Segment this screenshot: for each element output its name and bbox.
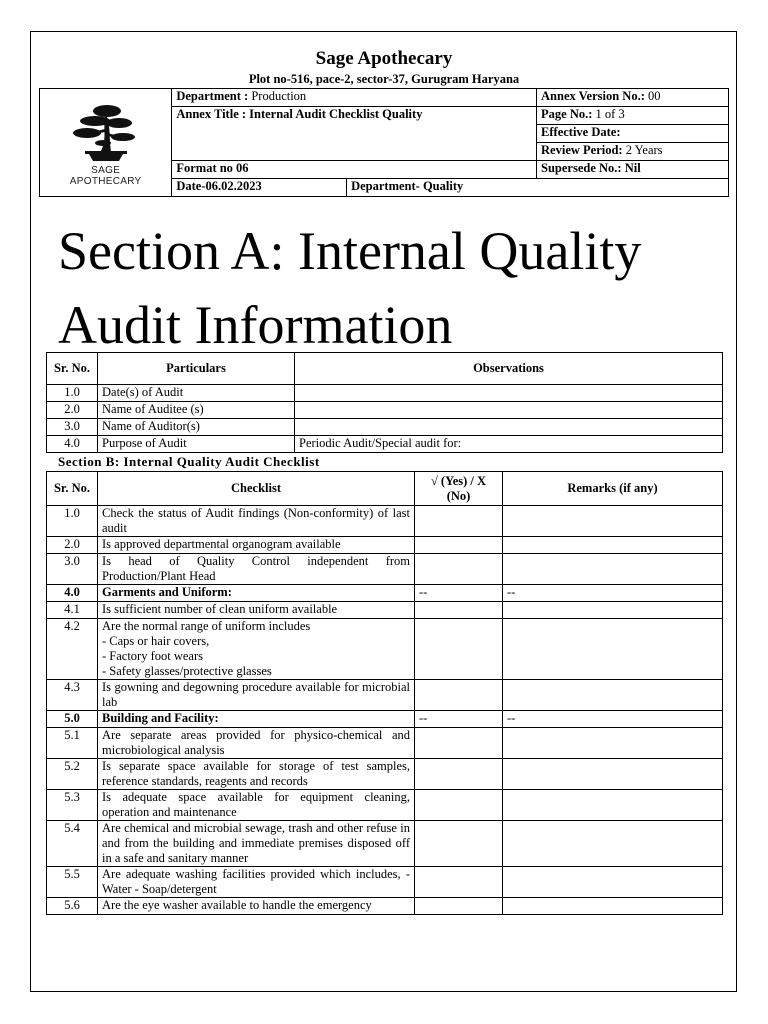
sr-no-cell: 4.1 [47,602,98,619]
document-header-table [39,88,729,197]
table-row [47,385,723,402]
yes-no-cell[interactable] [415,759,503,790]
remarks-cell[interactable] [503,790,723,821]
sr-no-cell: 5.5 [47,867,98,898]
annex-version-value: 00 [648,89,661,103]
remarks-cell[interactable] [503,898,723,915]
checklist-item-cell: Is gowning and degowning procedure available for microbial lab [98,680,415,711]
yes-no-cell[interactable] [415,680,503,711]
remarks-header: Remarks (if any) [503,472,723,506]
logo-text-sage: SAGE [91,164,121,176]
table-row [47,602,723,619]
sr-no-header: Sr. No. [47,353,98,385]
table-row [47,402,723,419]
checklist-item-cell: Is separate space available for storage of test samples, reference standards, reagents and records [98,759,415,790]
sr-no-cell: 4.0 [47,436,98,453]
table-row [47,680,723,711]
remarks-cell[interactable] [503,680,723,711]
sr-no-cell: 5.6 [47,898,98,915]
particular-cell: Purpose of Audit [98,436,295,453]
page-no-label: Page No.: [541,107,593,121]
table-row [47,711,723,728]
table-row [47,537,723,554]
checklist-item-cell: Are separate areas provided for physico-chemical and microbiological analysis [98,728,415,759]
table-row [47,419,723,436]
table-row [47,821,723,867]
table-row [47,436,723,453]
checklist-item-cell: Are the eye washer available to handle the emergency [98,898,415,915]
annex-title: Annex Title : Internal Audit Checklist Quality [176,107,423,121]
yes-no-cell[interactable]: -- [415,585,503,602]
yes-no-cell[interactable]: -- [415,711,503,728]
sr-no-cell: 5.4 [47,821,98,867]
remarks-cell[interactable] [503,867,723,898]
document-date: Date-06.02.2023 [176,179,262,193]
department-value: Production [251,89,307,103]
remarks-cell[interactable] [503,759,723,790]
sr-no-cell: 2.0 [47,537,98,554]
particular-cell: Name of Auditor(s) [98,419,295,436]
table-row [47,867,723,898]
yes-no-cell[interactable] [415,867,503,898]
yes-no-cell[interactable] [415,728,503,759]
remarks-cell[interactable] [503,506,723,537]
remarks-cell[interactable] [503,537,723,554]
yes-no-header: √ (Yes) / X (No) [415,472,503,506]
review-period-value: 2 Years [625,143,663,157]
sr-no-cell: 4.3 [47,680,98,711]
department-quality-cell [347,179,729,197]
section-a-title: Section A: Internal Quality Audit Information [58,221,642,355]
date-cell [172,179,347,197]
observation-cell[interactable] [295,385,723,402]
review-period-label: Review Period: [541,143,623,157]
department-quality: Department- Quality [351,179,464,193]
checklist-item-cell: Check the status of Audit findings (Non-conformity) of last audit [98,506,415,537]
sr-no-cell: 1.0 [47,506,98,537]
page-no-value: 1 of 3 [595,107,625,121]
bonsai-tree-icon [67,99,145,165]
supersede-no: Supersede No.: Nil [541,161,641,175]
sr-no-cell: 3.0 [47,419,98,436]
sr-no-cell: 2.0 [47,402,98,419]
sr-no-cell: 5.2 [47,759,98,790]
checklist-header: Checklist [98,472,415,506]
table-row [47,759,723,790]
logo [40,89,172,197]
yes-no-cell[interactable] [415,506,503,537]
particular-cell: Date(s) of Audit [98,385,295,402]
sr-no-cell: 4.0 [47,585,98,602]
table-row [47,790,723,821]
format-no: Format no 06 [176,161,249,175]
remarks-cell[interactable] [503,602,723,619]
section-b-title: Section B: Internal Quality Audit Checklist [58,454,320,469]
format-no-cell [172,161,537,179]
sr-no-cell: 5.3 [47,790,98,821]
supersede-cell [537,161,729,179]
checklist-item-cell: Is sufficient number of clean uniform available [98,602,415,619]
effective-date-label: Effective Date: [541,125,621,139]
checklist-item-cell: Are chemical and microbial sewage, trash and other refuse in and from the building and immediate premises disposed off in a safe and sanitary manner [98,821,415,867]
particular-cell: Name of Auditee (s) [98,402,295,419]
yes-no-cell[interactable] [415,537,503,554]
yes-no-cell[interactable] [415,898,503,915]
sr-no-cell: 4.2 [47,619,98,680]
company-address: Plot no-516, pace-2, sector-37, Gurugram Haryana [248,72,520,86]
remarks-cell[interactable] [503,554,723,585]
checklist-item-cell: Is approved departmental organogram available [98,537,415,554]
checklist-item-cell: Is head of Quality Control independent from Production/Plant Head [98,554,415,585]
remarks-cell[interactable] [503,821,723,867]
yes-no-cell[interactable] [415,602,503,619]
annex-title-cell [172,107,537,161]
checklist-item-cell: Garments and Uniform: [98,585,415,602]
logo-text-apothecary: APOTHECARY [69,175,142,187]
yes-no-cell[interactable] [415,821,503,867]
checklist-item-cell: Are the normal range of uniform includes - Caps or hair covers, - Factory foot wears - Safety glasses/protective glasses [98,619,415,680]
sr-no-header: Sr. No. [47,472,98,506]
yes-no-cell[interactable] [415,554,503,585]
table-row [47,585,723,602]
sr-no-cell: 5.1 [47,728,98,759]
remarks-cell[interactable] [503,728,723,759]
remarks-cell[interactable] [503,619,723,680]
observations-header: Observations [295,353,723,385]
annex-version-label: Annex Version No.: [541,89,645,103]
yes-no-cell[interactable] [415,619,503,680]
observation-cell[interactable] [295,402,723,419]
checklist-item-cell: Building and Facility: [98,711,415,728]
department-cell [172,89,537,107]
yes-no-cell[interactable] [415,790,503,821]
particulars-header: Particulars [98,353,295,385]
review-period-cell [537,143,729,161]
table-row [47,898,723,915]
table-row [47,506,723,537]
department-label: Department : [176,89,249,103]
table-row [47,554,723,585]
table-row [47,728,723,759]
table-row [47,619,723,680]
section-b-table [46,471,723,915]
sr-no-cell: 3.0 [47,554,98,585]
effective-date-cell [537,125,729,143]
remarks-cell[interactable]: -- [503,711,723,728]
checklist-item-cell: Are adequate washing facilities provided which includes, - Water - Soap/detergent [98,867,415,898]
remarks-cell[interactable]: -- [503,585,723,602]
sr-no-cell: 5.0 [47,711,98,728]
company-name: Sage Apothecary [315,48,453,69]
annex-version-cell [537,89,729,107]
observation-cell[interactable] [295,419,723,436]
page-no-cell [537,107,729,125]
sr-no-cell: 1.0 [47,385,98,402]
observation-cell[interactable]: Periodic Audit/Special audit for: [295,436,723,453]
checklist-item-cell: Is adequate space available for equipment cleaning, operation and maintenance [98,790,415,821]
section-a-table [46,352,723,453]
